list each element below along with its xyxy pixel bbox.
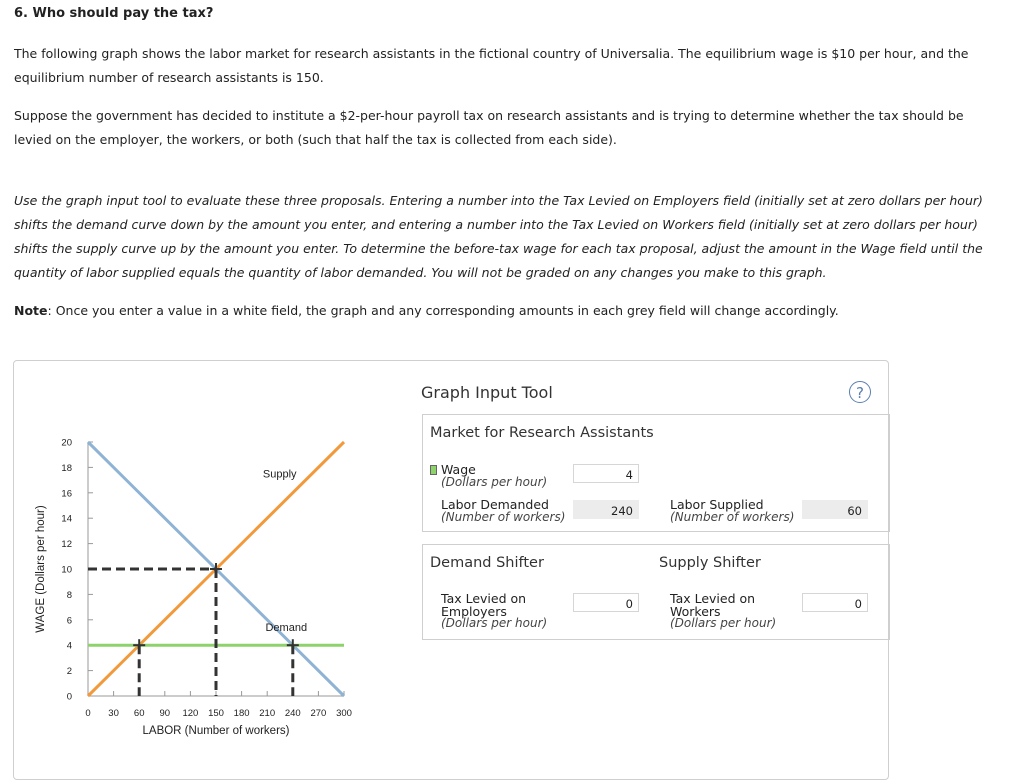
x-tick-label: 60	[133, 708, 145, 719]
demand-curve-label: Demand	[265, 622, 308, 635]
y-tick-label: 4	[66, 640, 72, 652]
x-tick-label: 90	[159, 708, 171, 719]
market-title: Market for Research Assistants	[430, 425, 654, 441]
x-tick-label: 210	[259, 708, 276, 719]
x-axis-title: LABOR (Number of workers)	[142, 725, 290, 737]
wage-input[interactable]: 4	[573, 464, 639, 483]
labor-demanded-label: Labor Demanded	[441, 497, 549, 512]
instructions-paragraph: Use the graph input tool to evaluate these three proposals. Entering a number into the Tax Levied on Employers field (initially set at zero dollars per hour) shifts the demand curve down by the amount you enter, and entering a number into the Tax Levied on Workers field (initially set at zero dollars per hour) shifts the supply curve up by the amount you enter. To determine the before-tax wage for each tax proposal, adjust the amount in the Wage field until the quantity of labor supplied equals the quantity of labor demanded. You will not be graded on any changes you make to this graph.	[14, 193, 983, 280]
x-tick-label: 180	[233, 708, 250, 719]
y-tick-label: 0	[66, 691, 72, 703]
labor-supplied-value: 60	[802, 500, 868, 519]
y-tick-label: 18	[61, 462, 72, 474]
graph-input-tool-title: Graph Input Tool	[421, 383, 553, 402]
tax-paragraph: Suppose the government has decided to institute a $2-per-hour payroll tax on research assistants and is trying to determine whether the tax should be levied on the employer, the workers, or both (such that half the tax is collected from each side).	[14, 108, 964, 147]
employer-tax-label-line1: Tax Levied on	[441, 591, 527, 606]
help-icon[interactable]: ?	[849, 381, 871, 403]
labor-supplied-label: Labor Supplied	[670, 497, 764, 512]
dashed-guides	[88, 569, 293, 696]
x-tick-label: 240	[284, 708, 301, 719]
employer-tax-label-line2: Employers	[441, 604, 507, 619]
y-tick-label: 14	[61, 513, 72, 525]
y-tick-label: 2	[66, 666, 72, 678]
labor-market-chart[interactable]	[14, 420, 414, 755]
x-tick-label: 0	[85, 708, 91, 719]
worker-tax-input[interactable]: 0	[802, 593, 868, 612]
intro-paragraph: The following graph shows the labor market for research assistants in the fictional country of Universalia. The equilibrium wage is $10 per hour, and the equilibrium number of research assistants is 150.	[14, 46, 969, 85]
note-text: : Once you enter a value in a white field, the graph and any corresponding amounts in each grey field will change accordingly.	[47, 303, 839, 318]
worker-tax-unit: (Dollars per hour)	[670, 616, 777, 630]
y-axis-title: WAGE (Dollars per hour)	[35, 505, 47, 633]
y-tick-label: 12	[61, 539, 72, 551]
labor-demanded-value: 240	[573, 500, 639, 519]
note-label: Note	[14, 303, 48, 318]
y-tick-label: 10	[61, 564, 72, 576]
wage-label: Wage	[441, 462, 476, 477]
x-tick-label: 150	[208, 708, 224, 719]
supply-curve-label: Supply	[262, 468, 297, 481]
question-title: 6. Who should pay the tax?	[14, 6, 214, 21]
y-tick-label: 6	[66, 615, 72, 627]
x-tick-label: 270	[310, 708, 327, 719]
y-tick-label: 16	[61, 488, 72, 500]
labor-supplied-unit: (Number of workers)	[670, 510, 795, 524]
y-tick-label: 8	[66, 589, 72, 601]
wage-swatch-icon	[430, 465, 437, 475]
wage-unit: (Dollars per hour)	[441, 475, 548, 489]
x-tick-label: 300	[336, 708, 352, 719]
labor-demanded-unit: (Number of workers)	[441, 510, 566, 524]
worker-tax-label-line2: Workers	[670, 604, 721, 619]
x-tick-label: 120	[182, 708, 199, 719]
worker-tax-label-line1: Tax Levied on	[670, 591, 756, 606]
employer-tax-unit: (Dollars per hour)	[441, 616, 548, 630]
note-paragraph	[14, 299, 1004, 323]
demand-shifter-title: Demand Shifter	[430, 555, 544, 571]
x-tick-label: 30	[108, 708, 119, 719]
employer-tax-input[interactable]: 0	[573, 593, 639, 612]
supply-shifter-title: Supply Shifter	[659, 555, 761, 571]
y-tick-label: 20	[61, 437, 72, 449]
